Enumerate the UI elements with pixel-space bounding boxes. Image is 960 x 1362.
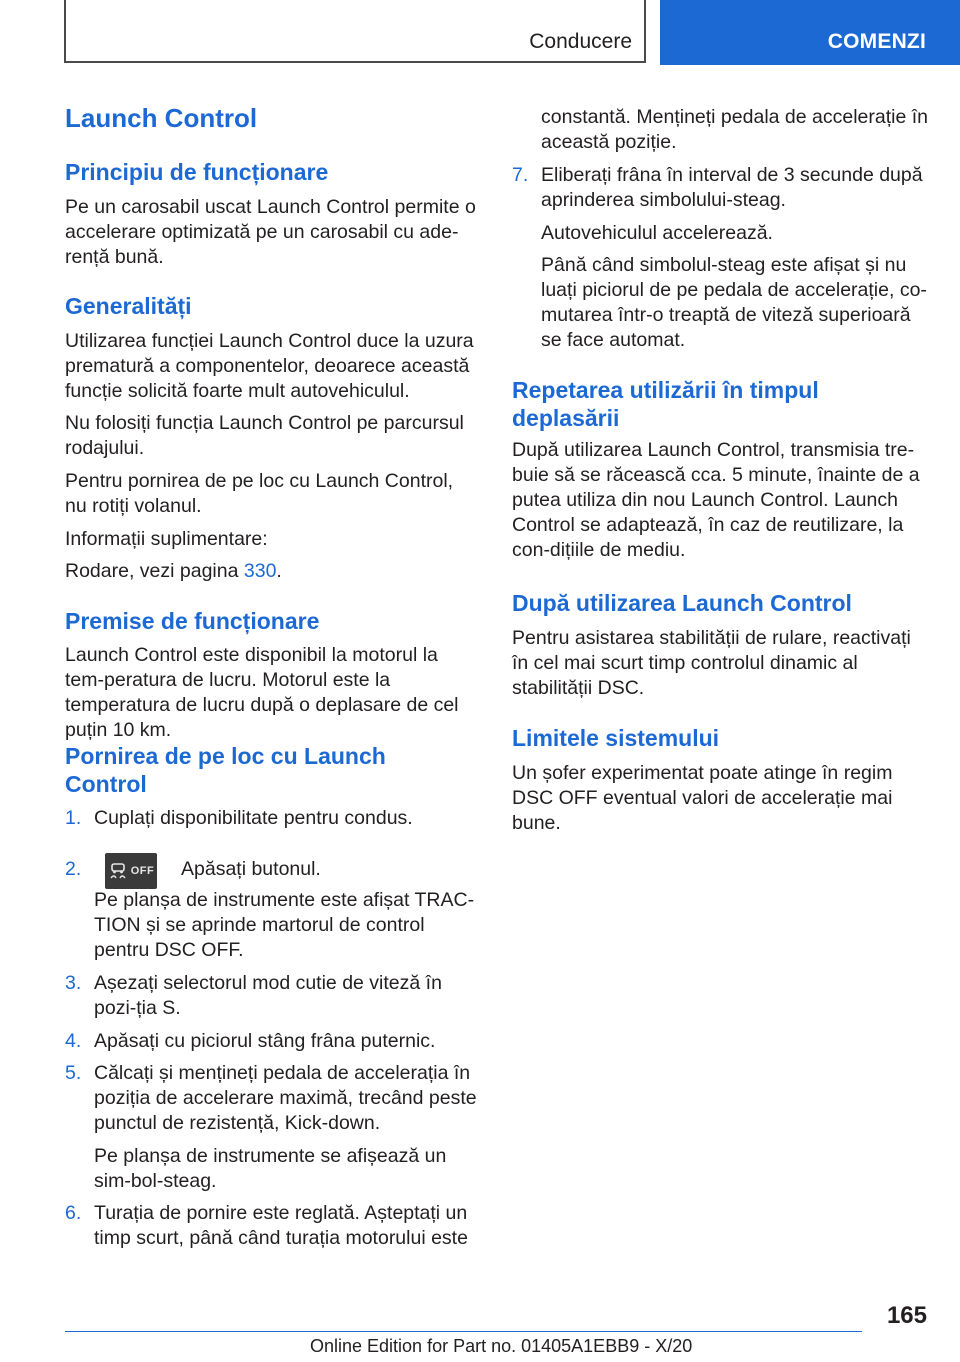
step-text: Cuplați disponibilitate pentru condus. — [94, 807, 413, 829]
page-title: Launch Control — [65, 103, 258, 133]
step-number: 4. — [65, 1030, 82, 1052]
step-note: Până când simbolul-steag este afișat și nu luați piciorul de pe pedala de accelerație, co-mutarea într-o treaptă de viteză superioară se face automat. — [541, 254, 927, 351]
heading-limits: Limitele sistemului — [512, 725, 720, 751]
step-number: 3. — [65, 972, 82, 994]
page-number: 165 — [886, 1302, 927, 1329]
car-skid-icon — [108, 862, 128, 880]
heading-premise: Premise de funcționare — [65, 608, 320, 634]
step-text: Turația de pornire este reglată. Așteptați un timp scurt, până când turația motorului este — [94, 1202, 468, 1249]
step-number: 7. — [512, 164, 529, 186]
paragraph-repeat: După utilizarea Launch Control, transmisia tre-buie să se răcească cca. 5 minute, înainte de a putea utiliza din nou Launch Control. Launch Control se adaptează, în caz de reutilizare, la con-dițiile de mediu. — [512, 439, 920, 561]
step-text: Apăsați cu piciorul stâng frâna puternic. — [94, 1030, 436, 1052]
dsc-off-button-icon — [105, 853, 157, 889]
reference-prefix: Rodare, vezi pagina — [65, 560, 244, 582]
heading-after: După utilizarea Launch Control — [512, 590, 852, 616]
header-tab-comenzi[interactable] — [660, 0, 960, 65]
edition-text: Online Edition for Part no. 01405A1EBB9 - X/20 — [310, 1336, 693, 1356]
step-text: Eliberați frâna în interval de 3 secunde după aprinderea simbolului-steag. — [541, 164, 923, 211]
step-continuation: constantă. Mențineți pedala de accelerație în această poziție. — [541, 106, 929, 153]
footer-divider — [65, 1331, 862, 1332]
header-section-label: Conducere — [529, 30, 632, 53]
header-tab-label: COMENZI — [827, 30, 926, 53]
step-number: 5. — [65, 1062, 82, 1084]
paragraph-general-3: Pentru pornirea de pe loc cu Launch Control, nu rotiți volanul. — [65, 470, 454, 517]
paragraph-general-5 — [65, 559, 282, 584]
step-text: Apăsați butonul. — [181, 858, 321, 880]
step-number: 1. — [65, 807, 82, 829]
off-label: OFF — [130, 865, 155, 877]
paragraph-general-4: Informații suplimentare: — [65, 528, 268, 550]
reference-suffix: . — [276, 560, 282, 582]
heading-repeat: Repetarea utilizării în timpul deplasării — [512, 377, 819, 431]
step-text: Călcați și mențineți pedala de accelerația în poziția de accelerare maximă, trecând peste punctul de rezistență, Kick-down. — [94, 1062, 477, 1134]
paragraph-general-2: Nu folosiți funcția Launch Control pe parcursul rodajului. — [65, 412, 464, 459]
header-section-box — [64, 0, 646, 63]
step-note: Pe planșa de instrumente se afișează un sim-bol-steag. — [94, 1145, 447, 1192]
paragraph-after: Pentru asistarea stabilității de rulare, reactivați în cel mai scurt timp controlul dinamic al stabilității DSC. — [512, 627, 911, 699]
step-text: Așezați selectorul mod cutie de viteză în pozi-ția S. — [94, 972, 442, 1019]
paragraph-premise: Launch Control este disponibil la motorul la tem-peratura de lucru. Motorul este la temperatura de lucru după o deplasare de cel puțin 10 km. — [65, 644, 459, 741]
step-number: 6. — [65, 1202, 82, 1224]
heading-principle: Principiu de funcționare — [65, 159, 329, 185]
step-note: Autovehiculul accelerează. — [541, 222, 773, 244]
page-reference-link[interactable]: 330 — [243, 560, 277, 582]
paragraph-general-1: Utilizarea funcției Launch Control duce la uzura prematură a componentelor, deoarece această funcție solicită foarte mult autovehiculul. — [65, 330, 474, 402]
heading-start: Pornirea de pe loc cu Launch Control — [65, 743, 386, 797]
step-number: 2. — [65, 858, 82, 880]
heading-general: Generalități — [65, 293, 192, 319]
paragraph-limits: Un șofer experimentat poate atinge în regim DSC OFF eventual valori de accelerație mai bune. — [512, 762, 893, 834]
paragraph-principle: Pe un carosabil uscat Launch Control permite o accelerare optimizată pe un carosabil cu ade-rență bună. — [65, 196, 476, 268]
step-note: Pe planșa de instrumente este afișat TRAC-TION și se aprinde martorul de control pentru DSC OFF. — [94, 889, 475, 961]
